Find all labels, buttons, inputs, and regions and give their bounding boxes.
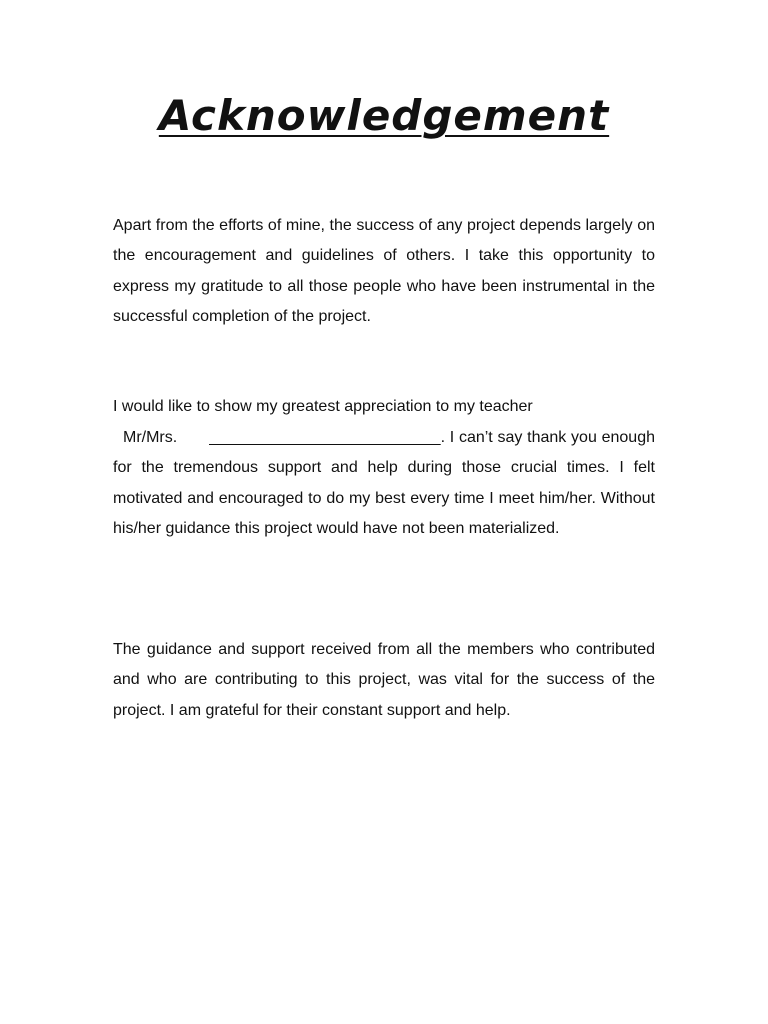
teacher-paragraph-rest: . I can’t say thank you enough for the tremendous support and help during those crucial times. I felt motivated and encouraged to do my best every time I meet him/her. Without his/her guidance this project would have not been materialized. <box>113 429 655 537</box>
paragraph-efforts: Apart from the efforts of mine, the success of any project depends largely on the encouragement and guidelines of others. I take this opportunity to express my gratitude to all those people who have been instrumental in the successful completion of the project. <box>113 217 655 325</box>
title-text: Acknowledgement <box>158 91 610 140</box>
paragraph-guidance: The guidance and support received from all the members who contributed and who are contributing to this project, was vital for the success of the project. I am grateful for their constant support and help. <box>113 641 655 719</box>
teacher-prefix: Mr/Mrs. <box>123 429 178 446</box>
teacher-name-blank: __________________________ <box>209 429 441 446</box>
paragraph-appreciation-intro: I would like to show my greatest appreciation to my teacher <box>113 398 533 415</box>
paragraph-teacher <box>113 423 655 544</box>
document-title <box>0 86 768 146</box>
